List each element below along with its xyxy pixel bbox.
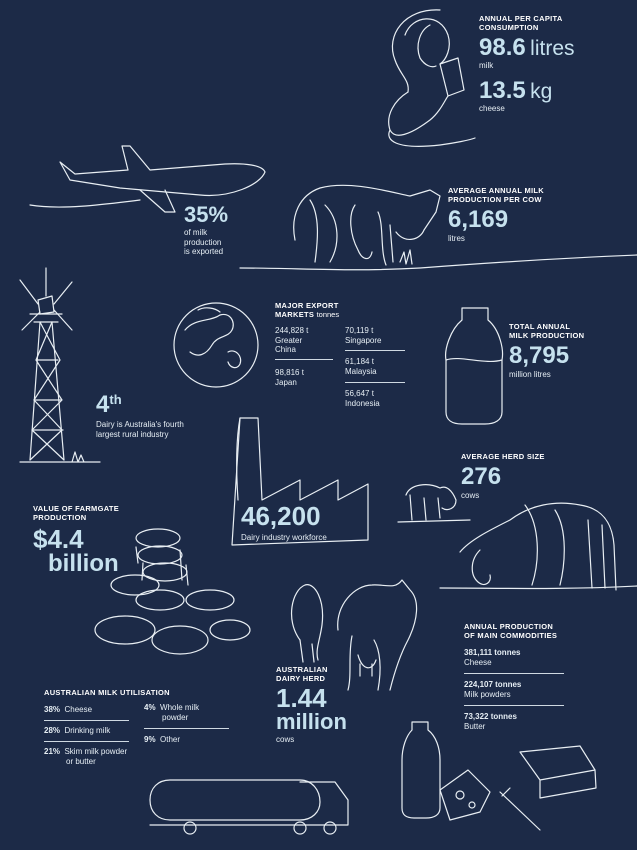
divider <box>464 705 564 706</box>
utilisation-pct: 38% <box>44 705 61 714</box>
utilisation-cheese <box>44 705 92 715</box>
herd-size-label: cows <box>461 491 480 500</box>
exported-label-1: of milk <box>184 228 208 237</box>
farmgate-heading-2: PRODUCTION <box>33 513 87 522</box>
total-production-heading-1: TOTAL ANNUAL <box>509 322 571 331</box>
utilisation-pct: 28% <box>44 726 61 735</box>
market-indonesia-value: 56,647 t <box>345 389 374 398</box>
workforce-block <box>241 503 327 543</box>
herd-size-heading: AVERAGE HERD SIZE <box>461 452 545 461</box>
market-indonesia <box>345 389 380 408</box>
farmgate-heading-1: VALUE OF FARMGATE <box>33 504 120 513</box>
exported-label-3: is exported <box>184 247 224 256</box>
utilisation-label: powder <box>162 712 189 722</box>
utilisation-label: Other <box>160 735 181 744</box>
dairy-herd-block <box>276 665 347 745</box>
cheese-consumption-unit: kg <box>530 79 553 103</box>
utilisation-label: Whole milk <box>160 703 200 712</box>
airplane-icon <box>30 146 265 212</box>
utilisation-label: or butter <box>66 756 96 766</box>
total-production-heading-2: MILK PRODUCTION <box>509 331 585 340</box>
commodity-powder-value: 224,107 tonnes <box>464 680 522 689</box>
utilisation-block <box>44 688 170 697</box>
divider <box>44 720 129 721</box>
utilisation-pct: 9% <box>144 735 156 744</box>
dairy-herd-value: 1.44 <box>276 683 327 713</box>
commodity-cheese-name: Cheese <box>464 657 492 667</box>
market-malaysia-name: Malaysia <box>345 366 377 376</box>
market-singapore <box>345 326 381 345</box>
commodity-butter-name: Butter <box>464 721 486 731</box>
export-markets-unit: tonnes <box>316 310 340 319</box>
milk-consumption-unit: litres <box>530 37 575 60</box>
export-markets-heading-2: MARKETS <box>275 310 315 319</box>
farmgate-block <box>33 504 119 576</box>
utilisation-drinking-milk <box>44 726 110 736</box>
per-cow-value: 6,169 <box>448 206 509 233</box>
utilisation-label: Cheese <box>64 705 93 714</box>
utilisation-other <box>144 735 180 745</box>
divider <box>144 728 229 729</box>
market-japan <box>275 368 304 387</box>
farmgate-value: $4.4 <box>33 524 84 554</box>
dairy-herd-heading-1: AUSTRALIAN <box>276 665 328 674</box>
herd-size-value: 276 <box>461 463 502 490</box>
per-capita-heading: ANNUAL PER CAPITA CONSUMPTION <box>479 14 563 32</box>
dairy-products-icon <box>402 722 596 830</box>
market-malaysia <box>345 357 377 376</box>
exported-block <box>184 204 228 257</box>
rural-industry-block <box>96 393 184 439</box>
per-cow-block <box>448 186 544 244</box>
export-markets-heading-1: MAJOR EXPORT <box>275 301 339 310</box>
utilisation-label: Skim milk powder <box>64 747 128 756</box>
market-china-value: 244,828 t <box>275 326 309 335</box>
total-production-label: million litres <box>509 370 551 379</box>
per-cow-heading-1: AVERAGE ANNUAL MILK <box>448 186 544 195</box>
cow-icon <box>240 185 637 269</box>
export-markets-block <box>275 301 415 319</box>
utilisation-label: Drinking milk <box>64 726 111 735</box>
utilisation-pct: 21% <box>44 747 61 756</box>
rural-industry-line-1: Dairy is Australia's fourth <box>96 420 184 429</box>
small-cow-icon <box>398 485 470 522</box>
market-china-name-2: China <box>275 345 296 354</box>
exported-value: 35% <box>184 202 229 227</box>
per-cow-heading-2: PRODUCTION PER COW <box>448 195 542 204</box>
workforce-value: 46,200 <box>241 501 321 531</box>
market-singapore-value: 70,119 t <box>345 326 374 335</box>
market-china-name-1: Greater <box>275 335 303 345</box>
divider <box>464 673 564 674</box>
rural-industry-rank: 4 <box>96 391 110 418</box>
globe-icon <box>174 303 258 387</box>
dairy-herd-value-unit: million <box>276 709 347 734</box>
market-china <box>275 326 333 355</box>
commodities-heading-2: OF MAIN COMMODITIES <box>464 631 558 640</box>
farmgate-value-unit: billion <box>48 550 119 577</box>
total-production-block <box>509 322 584 380</box>
dairy-herd-label: cows <box>276 735 295 744</box>
rural-industry-line-2: largest rural industry <box>96 429 169 439</box>
tanker-truck-icon <box>150 780 348 834</box>
total-production-value: 8,795 <box>509 342 570 369</box>
divider <box>345 350 405 351</box>
cheese-consumption-value: 13.5 <box>479 76 526 104</box>
grazing-cow-icon <box>440 503 637 590</box>
utilisation-whole-milk <box>144 703 199 722</box>
utilisation-heading: AUSTRALIAN MILK UTILISATION <box>44 688 170 697</box>
cheese-label: cheese <box>479 103 505 113</box>
per-cow-label: litres <box>448 234 465 243</box>
workforce-label: Dairy industry workforce <box>241 533 327 542</box>
milk-label: milk <box>479 61 494 70</box>
market-indonesia-name: Indonesia <box>345 398 380 408</box>
commodities-heading-1: ANNUAL PRODUCTION <box>464 622 554 631</box>
commodities-block <box>464 622 604 731</box>
milk-consumption-value: 98.6 <box>479 34 526 61</box>
woman-drinking-icon <box>389 10 475 146</box>
per-capita-block <box>479 14 599 113</box>
utilisation-skim-milk <box>44 747 127 766</box>
herd-size-block <box>461 452 545 501</box>
dairy-herd-heading-2: DAIRY HERD <box>276 674 326 683</box>
rural-industry-suffix: th <box>109 392 122 407</box>
commodity-butter-value: 73,322 tonnes <box>464 712 517 721</box>
windmill-icon <box>20 268 100 462</box>
market-singapore-name: Singapore <box>345 335 382 345</box>
utilisation-pct: 4% <box>144 703 156 712</box>
divider <box>275 359 333 360</box>
commodity-powder-name: Milk powders <box>464 689 511 699</box>
exported-label-2: production <box>184 237 222 247</box>
divider <box>345 382 405 383</box>
market-japan-name: Japan <box>275 377 297 387</box>
milk-bottle-icon <box>446 308 503 424</box>
divider <box>44 741 129 742</box>
market-malaysia-value: 61,184 t <box>345 357 374 366</box>
commodity-cheese-value: 381,111 tonnes <box>464 648 521 657</box>
market-japan-value: 98,816 t <box>275 368 304 377</box>
